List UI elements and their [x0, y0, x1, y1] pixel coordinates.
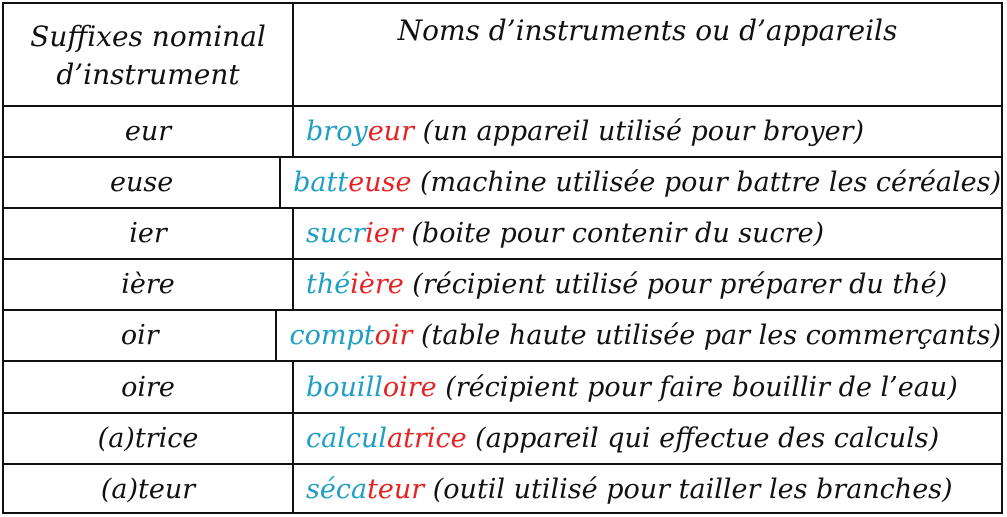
table-header-row [4, 4, 1001, 105]
suffix-label: euse [109, 167, 174, 199]
noun-cell [294, 209, 1001, 258]
table-row [4, 258, 1001, 309]
noun-stem: batt [293, 167, 349, 199]
suffix-label: (a)trice [97, 422, 199, 454]
header-suffix-cell [4, 4, 294, 105]
table-row [4, 309, 1001, 360]
table-row [4, 156, 1001, 207]
noun-stem: compt [289, 320, 375, 352]
suffix-label: ier [129, 218, 167, 250]
noun-suffix: teur [367, 473, 425, 505]
noun-definition: (récipient pour faire bouillir de l’eau) [436, 371, 958, 403]
noun-stem: calcul [306, 422, 387, 454]
noun-definition: (outil utilisé pour tailler les branches) [424, 473, 953, 505]
noun-cell [294, 107, 1001, 156]
noun-entry [293, 167, 1001, 198]
suffix-label: (a)teur [100, 473, 196, 505]
suffix-cell [4, 158, 281, 207]
table-row [4, 463, 1001, 514]
table-row [4, 105, 1001, 156]
noun-cell [277, 311, 1001, 360]
noun-stem: broy [306, 116, 368, 148]
noun-stem: thé [306, 269, 351, 301]
noun-stem: bouill [306, 371, 383, 403]
table-row [4, 360, 1001, 411]
noun-definition: (table haute utilisée par les commerçants) [412, 320, 1001, 352]
noun-stem: séca [306, 473, 368, 505]
noun-entry [306, 218, 824, 249]
noun-definition: (appareil qui effectue des calculs) [466, 422, 940, 454]
noun-definition: (boite pour contenir du sucre) [402, 218, 825, 250]
suffix-label: oire [121, 371, 175, 403]
header-suffix-line2: d’instrument [56, 57, 240, 91]
noun-definition: (récipient utilisé pour préparer du thé) [403, 269, 948, 301]
suffix-cell [4, 362, 294, 411]
noun-entry [306, 474, 953, 505]
noun-suffix: oire [382, 371, 437, 403]
noun-stem: sucr [306, 218, 366, 250]
noun-definition: (machine utilisée pour battre les céréales) [411, 167, 1001, 199]
suffix-cell [4, 465, 294, 514]
noun-entry [306, 116, 864, 147]
suffix-label: ière [121, 269, 175, 301]
suffix-label: eur [124, 116, 172, 148]
noun-definition: (un appareil utilisé pour broyer) [413, 116, 865, 148]
header-suffix-line1: Suffixes nominal [30, 19, 266, 53]
noun-suffix: ier [365, 218, 403, 250]
noun-entry [289, 320, 1001, 351]
suffix-label: oir [120, 320, 159, 352]
table-row [4, 207, 1001, 258]
noun-suffix: atrice [387, 422, 467, 454]
suffix-cell [4, 209, 294, 258]
noun-suffix: ière [350, 269, 404, 301]
suffix-cell [4, 414, 294, 463]
suffix-table [2, 2, 1003, 514]
noun-cell [294, 362, 1001, 411]
header-nouns-label: Noms d’instruments ou d’appareils [397, 14, 898, 47]
header-nouns-cell [294, 4, 1001, 105]
noun-cell [281, 158, 1001, 207]
noun-cell [294, 260, 1001, 309]
noun-entry [306, 269, 947, 300]
noun-cell [294, 465, 1001, 514]
table-row [4, 412, 1001, 463]
noun-suffix: euse [348, 167, 412, 199]
noun-cell [294, 414, 1001, 463]
suffix-cell [4, 311, 277, 360]
suffix-cell [4, 260, 294, 309]
suffix-cell [4, 107, 294, 156]
noun-suffix: eur [367, 116, 414, 148]
noun-entry [306, 423, 939, 454]
noun-suffix: oir [374, 320, 413, 352]
noun-entry [306, 372, 958, 403]
